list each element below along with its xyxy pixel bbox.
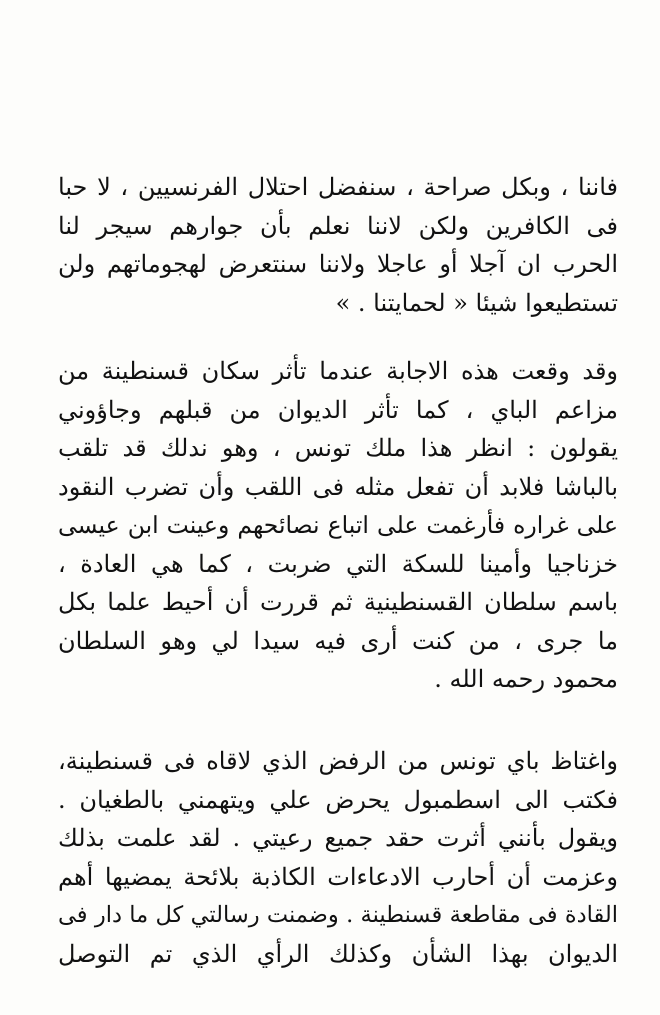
text-line: الحرب ان آجلا أو عاجلا ولاننا سنتعرض لهجوماتهم ولن <box>58 250 618 278</box>
paragraph-1 <box>58 168 618 322</box>
text-line: الديوان بهذا الشأن وكذلك الرأي الذي تم التوصل <box>58 939 618 968</box>
text-line: فاننا ، وبكل صراحة ، سنفضل احتلال الفرنسيين ، لا حبا <box>58 173 618 201</box>
text-line: فكتب الى اسطمبول يحرض علي ويتهمني بالطغيان . <box>58 785 618 814</box>
text-line: محمود رحمه الله . <box>434 665 618 693</box>
paragraph-3 <box>58 742 618 973</box>
paragraph-2 <box>58 352 618 699</box>
text-line: على غراره فأرغمت على اتباع نصائحهم وعينت ابن عيسى <box>58 511 618 539</box>
text-line: واغتاظ باي تونس من الرفض الذي لاقاه فى قسنطينة، <box>58 747 618 775</box>
text-line: ما جرى ، من كنت أرى فيه سيدا لي وهو السلطان <box>58 626 618 655</box>
text-line: فى الكافرين ولكن لاننا نعلم بأن جوارهم سيجر لنا <box>58 211 618 240</box>
text-line: وقد وقعت هذه الاجابة عندما تأثر سكان قسنطينة من <box>58 357 618 385</box>
text-line: يقولون : انظر هذا ملك تونس ، وهو ندلك قد تلقب <box>58 434 618 462</box>
text-line: باسم سلطان القسنطينية ثم قررت أن أحيط علما بكل <box>58 588 618 616</box>
text-line: ويقول بأنني أثرت حقد جميع رعيتي . لقد علمت بذلك <box>58 824 618 852</box>
text-line: القادة فى مقاطعة قسنطينة . وضمنت رسالتي كل ما دار فى <box>58 902 618 928</box>
text-line: بالباشا فلابد أن تفعل مثله فى اللقب وأن تضرب النقود <box>58 472 618 501</box>
text-line: وعزمت أن أحارب الادعاءات الكاذبة بلائحة يمضيها أهم <box>58 862 618 891</box>
text-line: تستطيعوا شيئا « لحمايتنا . » <box>335 288 618 317</box>
text-line: خزناجيا وأمينا للسكة التي ضربت ، كما هي العادة ، <box>58 549 618 578</box>
text-line: مزاعم الباي ، كما تأثر الديوان من قبلهم وجاؤوني <box>58 395 618 424</box>
